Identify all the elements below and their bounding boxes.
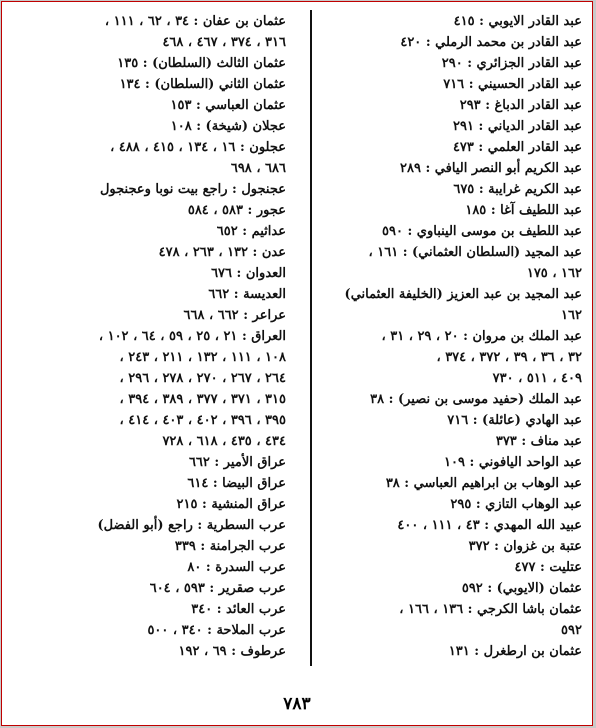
index-entry: عبد اللطيف آغا : ١٨٥ bbox=[465, 203, 582, 218]
index-entry: عثمان الثالث (السلطان) : ١٣٥ bbox=[117, 56, 286, 71]
page-number: ٧٨٣ bbox=[283, 694, 311, 714]
index-entry: عبد القادر بن محمد الرملي : ٤٢٠ bbox=[400, 35, 582, 50]
index-entry: عراق الأمير : ٦٦٢ bbox=[188, 455, 286, 470]
index-entry: عرب الجرامنة : ٣٣٩ bbox=[174, 539, 286, 554]
index-entry: ٢٦٤ ، ٢٦٧ ، ٢٧٠ ، ٢٧٨ ، ٢٩٦ ، bbox=[119, 371, 286, 386]
index-entry: عرب السدرة : ٨٠ bbox=[187, 560, 286, 575]
index-entry: ٣٢ ، ٣٦ ، ٣٩ ، ٣٧٢ ، ٣٧٤ ، bbox=[436, 350, 582, 365]
index-entry: عراق المنشية : ٢١٥ bbox=[176, 497, 286, 512]
index-entry: عبد الملك بن مروان : ٢٠ ، ٢٩ ، ٣١ ، bbox=[381, 329, 582, 344]
index-entry: عثمان (الايوبي) : ٥٩٢ bbox=[461, 581, 582, 596]
index-entry: عجلان (شيخة) : ١٠٨ bbox=[170, 119, 286, 134]
index-entry: عبد الهادي (عائلة) : ٧١٦ bbox=[447, 413, 582, 428]
index-entry: عثمان بن ارطغرل : ١٣١ bbox=[448, 644, 582, 659]
index-entry: عبد الوهاب بن ابراهيم العباسي : ٣٨ bbox=[385, 476, 582, 491]
column-divider bbox=[310, 10, 312, 666]
index-entry: عبد الملك (حفيد موسى بن نصير) : ٣٨ bbox=[370, 392, 582, 407]
index-entry: عبد الوهاب التازي : ٢٩٥ bbox=[450, 497, 582, 512]
index-entry: عتليت : ٤٧٧ bbox=[514, 560, 582, 575]
index-entry: عبيد الله المهدي : ٤٣ ، ١١١ ، ٤٠٠ bbox=[397, 518, 582, 533]
document-frame bbox=[1, 1, 593, 726]
index-entry: ١٦٢ ، ١٧٥ bbox=[526, 266, 582, 281]
index-entry: ١٦٢ bbox=[561, 308, 582, 323]
index-entry: عرب الملاحة : ٣٤٠ ، ٥٠٠ bbox=[147, 623, 286, 638]
index-column-right bbox=[310, 11, 582, 662]
index-entry: عثمان باشا الكرجي : ١٣٦ ، ١٦٦ ، bbox=[399, 602, 582, 617]
index-entry: عبد الكريم غرايبة : ٦٧٥ bbox=[453, 182, 582, 197]
index-entry: عبد القادر الحسيني : ٧١٦ bbox=[443, 77, 582, 92]
index-entry: عبد مناف : ٣٧٣ bbox=[495, 434, 582, 449]
index-entry: عبد الكريم أبو النصر اليافي : ٢٨٩ bbox=[400, 161, 582, 176]
index-entry: العدوان : ٦٧٦ bbox=[211, 266, 286, 281]
index-entry: عرب السطرية : راجع (أبو الفضل) bbox=[97, 518, 286, 533]
index-entry: عجلون : ١٦ ، ١٣٤ ، ٤١٥ ، ٤٨٨ ، bbox=[110, 140, 286, 155]
index-entry: ١٠٨ ، ١١١ ، ١٣٢ ، ٢١١ ، ٢٤٣ ، bbox=[119, 350, 286, 365]
index-entry: ٤٠٩ ، ٥١١ ، ٧٣٠ bbox=[492, 371, 582, 386]
index-entry: عجور : ٥٨٣ ، ٥٨٤ bbox=[187, 203, 286, 218]
index-entry: عراق البيضا : ٦١٤ bbox=[187, 476, 286, 491]
index-entry: عبد اللطيف بن موسى الينباوي : ٥٩٠ bbox=[381, 224, 582, 239]
index-entry: عبد المجيد (السلطان العثماني) : ١٦١ ، bbox=[368, 245, 582, 260]
index-entry: عراعر : ٦٦٢ ، ٦٦٨ bbox=[183, 308, 286, 323]
index-entry: عتبة بن غزوان : ٣٧٢ bbox=[468, 539, 582, 554]
index-entry: عبد الواحد اليافوني : ١٠٩ bbox=[444, 455, 582, 470]
index-entry: العراق : ٢١ ، ٢٥ ، ٥٩ ، ٦٤ ، ١٠٢ ، bbox=[98, 329, 286, 344]
index-entry: عبد القادر الدياني : ٢٩١ bbox=[453, 119, 582, 134]
index-entry: عرب صقرير : ٥٩٣ ، ٦٠٤ bbox=[149, 581, 286, 596]
index-entry: ٣١٦ ، ٣٧٤ ، ٤٦٧ ، ٤٦٨ bbox=[162, 35, 286, 50]
index-entry: عبد القادر الدباغ : ٢٩٣ bbox=[459, 98, 582, 113]
index-entry: عداثيم : ٦٥٢ bbox=[216, 224, 286, 239]
index-entry: عدن : ١٣٢ ، ٢٦٣ ، ٤٧٨ bbox=[158, 245, 286, 260]
index-entry: ٣١٥ ، ٣٧١ ، ٣٧٧ ، ٣٨٩ ، ٣٩٤ ، bbox=[119, 392, 286, 407]
index-column-left bbox=[14, 11, 286, 662]
index-entry: ٤٣٤ ، ٤٣٥ ، ٦١٨ ، ٧٢٨ bbox=[162, 434, 286, 449]
index-entry: ٥٩٢ bbox=[561, 623, 582, 638]
index-entry: ٦٨٦ ، ٦٩٨ bbox=[230, 161, 286, 176]
index-entry: عرطوف : ٦٩ ، ١٩٢ bbox=[178, 644, 286, 659]
index-entry: عبد القادر العلمي : ٤٧٣ bbox=[452, 140, 582, 155]
index-entry: عثمان الثاني (السلطان) : ١٣٤ bbox=[119, 77, 286, 92]
index-entry: عرب العائد : ٣٤٠ bbox=[191, 602, 286, 617]
index-entry: عثمان بن عفان : ٣٤ ، ٦٢ ، ١١١ ، bbox=[104, 14, 286, 29]
index-entry: عبد المجيد بن عبد العزيز (الخليفة العثماني) bbox=[344, 287, 582, 302]
index-entry: عبد القادر الجزائري : ٢٩٠ bbox=[441, 56, 582, 71]
index-entry: ٣٩٥ ، ٣٩٦ ، ٤٠٢ ، ٤٠٣ ، ٤١٤ ، bbox=[119, 413, 286, 428]
index-entry: عثمان العباسي : ١٥٣ bbox=[170, 98, 286, 113]
index-entry: العديسة : ٦٦٢ bbox=[208, 287, 286, 302]
index-entry: عبد القادر الايوبي : ٤١٥ bbox=[453, 14, 582, 29]
index-page bbox=[2, 2, 592, 725]
index-entry: عجنجول : راجع بيت نوبا وعجنجول bbox=[99, 182, 286, 197]
